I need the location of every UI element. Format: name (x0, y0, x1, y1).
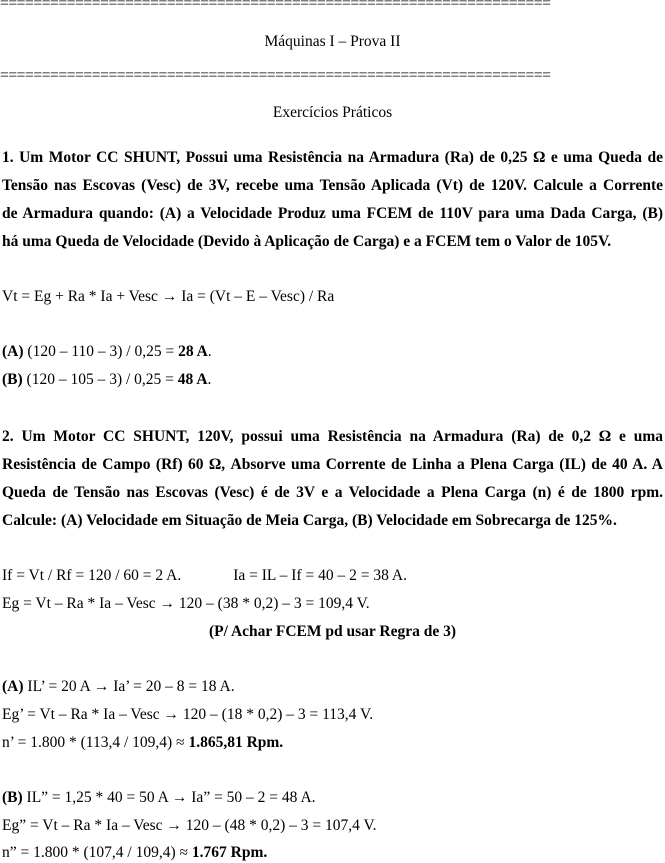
question-2-line-1: 2. Um Motor CC SHUNT, 120V, possui uma Resistência na Armadura (Ra) de 0,2 Ω e uma (2, 428, 663, 445)
q1-answer-b (2, 370, 663, 390)
q2-answer-b-label: (B) (2, 789, 23, 806)
q2-answer-b-speed (2, 843, 663, 863)
q1-answer-a-expression: (120 – 110 – 3) / 0,25 = (23, 343, 179, 360)
q1-answer-b-expression: (120 – 105 – 3) / 0,25 = (22, 371, 178, 388)
q2-answer-a-speed (2, 733, 663, 753)
section-subtitle: Exercícios Práticos (272, 104, 393, 121)
q1-answer-b-result: 48 A (177, 371, 208, 388)
question-1-line-3: de Armadura quando: (A) a Velocidade Produz uma FCEM de 110V para uma Dada Carga, (B) (2, 205, 663, 222)
q2-answer-b-current (2, 788, 663, 808)
document-title: Máquinas I – Prova II (264, 33, 401, 50)
q2-answer-b-fcem: Eg” = Vt – Ra * Ia – Vesc → 120 – (48 * 0,2) – 3 = 107,4 V. (2, 817, 377, 834)
q2-answer-a-speed-expression: n’ = 1.800 * (113,4 / 109,4) ≈ (2, 734, 189, 751)
separator-middle: ================================================================== (0, 67, 551, 84)
question-1-line-4: há uma Queda de Velocidade (Devido à Aplicação de Carga) e a FCEM tem o Valor de 105V. (2, 233, 612, 250)
q1-answer-b-label: (B) (2, 371, 23, 388)
q1-answer-a-result: 28 A (178, 343, 208, 360)
q2-answer-a-label: (A) (2, 678, 24, 695)
question-1-line-1: 1. Um Motor CC SHUNT, Possui uma Resistência na Armadura (Ra) de 0,25 Ω e uma Queda de (2, 149, 663, 166)
q1-answer-a-label: (A) (2, 343, 24, 360)
q1-answer-b-end: . (207, 371, 212, 388)
q2-answer-a-current (2, 677, 663, 697)
question-2-line-2: Resistência de Campo (Rf) 60 Ω, Absorve uma Corrente de Linha a Plena Carga (IL) de 40 A. A (2, 456, 663, 473)
q2-answer-b-speed-result: 1.767 Rpm. (191, 844, 268, 861)
q2-currents-line (2, 566, 663, 586)
q1-answer-a (2, 342, 663, 362)
q2-field-current: If = Vt / Rf = 120 / 60 = 2 A. (2, 567, 182, 584)
question-2-line-3: Queda de Tensão nas Escovas (Vesc) é de 3V e a Velocidade a Plena Carga (n) é de 1800 rpm. (2, 484, 663, 501)
q2-answer-a-speed-result: 1.865,81 Rpm. (188, 734, 284, 751)
q2-rule-of-three-note: (P/ Achar FCEM pd usar Regra de 3) (209, 623, 456, 640)
q2-answer-a-current-text: IL’ = 20 A → Ia’ = 20 – 8 = 18 A. (23, 678, 235, 695)
question-2-line-4: Calcule: (A) Velocidade em Situação de Meia Carga, (B) Velocidade em Sobrecarga de 125%. (2, 512, 617, 529)
separator-top: ================================================================== (0, 0, 551, 12)
q2-answer-b-speed-expression: n” = 1.800 * (107,4 / 109,4) ≈ (2, 844, 192, 861)
q2-fcem-line: Eg = Vt – Ra * Ia – Vesc → 120 – (38 * 0,2) – 3 = 109,4 V. (2, 595, 370, 612)
q2-armature-current: Ia = IL – If = 40 – 2 = 38 A. (233, 567, 407, 584)
q2-answer-b-current-text: IL” = 1,25 * 40 = 50 A → Ia” = 50 – 2 = 48 A. (22, 789, 316, 806)
q1-formula: Vt = Eg + Ra * Ia + Vesc → Ia = (Vt – E – Vesc) / Ra (2, 288, 335, 305)
q2-answer-a-fcem: Eg’ = Vt – Ra * Ia – Vesc → 120 – (18 * 0,2) – 3 = 113,4 V. (2, 706, 374, 723)
q1-answer-a-end: . (207, 343, 212, 360)
question-1-line-2: Tensão nas Escovas (Vesc) de 3V, recebe uma Tensão Aplicada (Vt) de 120V. Calcule a Corrente (2, 177, 663, 194)
